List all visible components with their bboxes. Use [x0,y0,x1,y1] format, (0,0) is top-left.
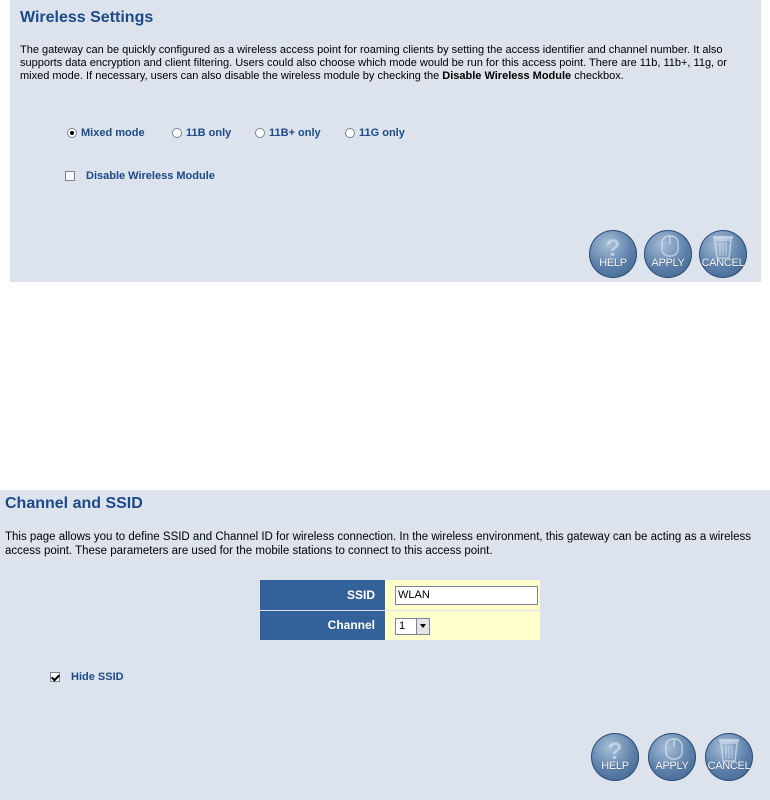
mouse-icon [648,733,696,781]
radio-button[interactable] [172,128,182,138]
help-button[interactable]: ? HELP [591,733,639,781]
svg-text:?: ? [605,235,621,262]
page-title: Channel and SSID [5,495,143,512]
radio-label: 11B only [186,127,232,139]
channel-row [260,610,540,640]
radio-label: Mixed mode [81,127,145,139]
mouse-icon [644,230,692,278]
description: The gateway can be quickly configured as a wireless access point for roaming clients by setting the access identifier and channel number. It also supports data encryption and client filtering. Users could also choose which mode would be run for this access point. There are 11b, 11b+, 11g, or mixed mode. If necessary, users can also disable the wireless module by checking the Disable Wireless Module checkbox. [20,44,727,82]
channel-value: 1 [399,620,406,632]
page-title: Wireless Settings [20,9,154,26]
radio-button[interactable] [255,128,265,138]
svg-text:?: ? [607,738,623,765]
checkbox-label: Hide SSID [71,671,124,683]
apply-button[interactable]: APPLY [648,733,696,781]
ssid-row [260,580,540,610]
radio-label: 11B+ only [269,127,321,139]
question-mark-icon [591,733,639,781]
apply-button[interactable]: APPLY [644,230,692,278]
checkbox-label: Disable Wireless Module [86,170,215,182]
radio-label: 11G only [359,127,405,139]
ssid-input[interactable] [395,586,538,605]
trash-can-icon [705,733,753,781]
description: This page allows you to define SSID and Channel ID for wireless connection. In the wireless environment, this gateway can be acting as a wireless access point. These parameters are used for the mobile stations to connect to this access point. [5,531,751,557]
disable-wireless-row[interactable] [65,170,215,182]
hide-ssid-row[interactable] [50,671,124,683]
wireless-settings-panel [10,0,761,282]
hide-ssid-checkbox[interactable] [50,672,60,682]
radio-button[interactable] [67,128,77,138]
disable-wireless-checkbox[interactable] [65,171,75,181]
chevron-down-icon[interactable] [416,619,429,634]
radio-mixed-mode[interactable] [67,127,145,139]
ssid-label: SSID [260,580,385,610]
channel-ssid-panel [0,490,770,800]
ssid-channel-form [260,580,540,640]
question-mark-icon [589,230,637,278]
radio-11g-only[interactable] [345,127,405,139]
radio-11b-only[interactable] [172,127,231,139]
channel-label: Channel [260,610,385,640]
help-button[interactable]: ? HELP [589,230,637,278]
trash-can-icon [699,230,747,278]
channel-cell [385,610,540,640]
radio-11bplus-only[interactable] [255,127,321,139]
channel-select[interactable] [395,618,430,635]
ssid-cell [385,580,540,610]
cancel-button[interactable]: CANCEL [705,733,753,781]
cancel-button[interactable]: CANCEL [699,230,747,278]
radio-button[interactable] [345,128,355,138]
